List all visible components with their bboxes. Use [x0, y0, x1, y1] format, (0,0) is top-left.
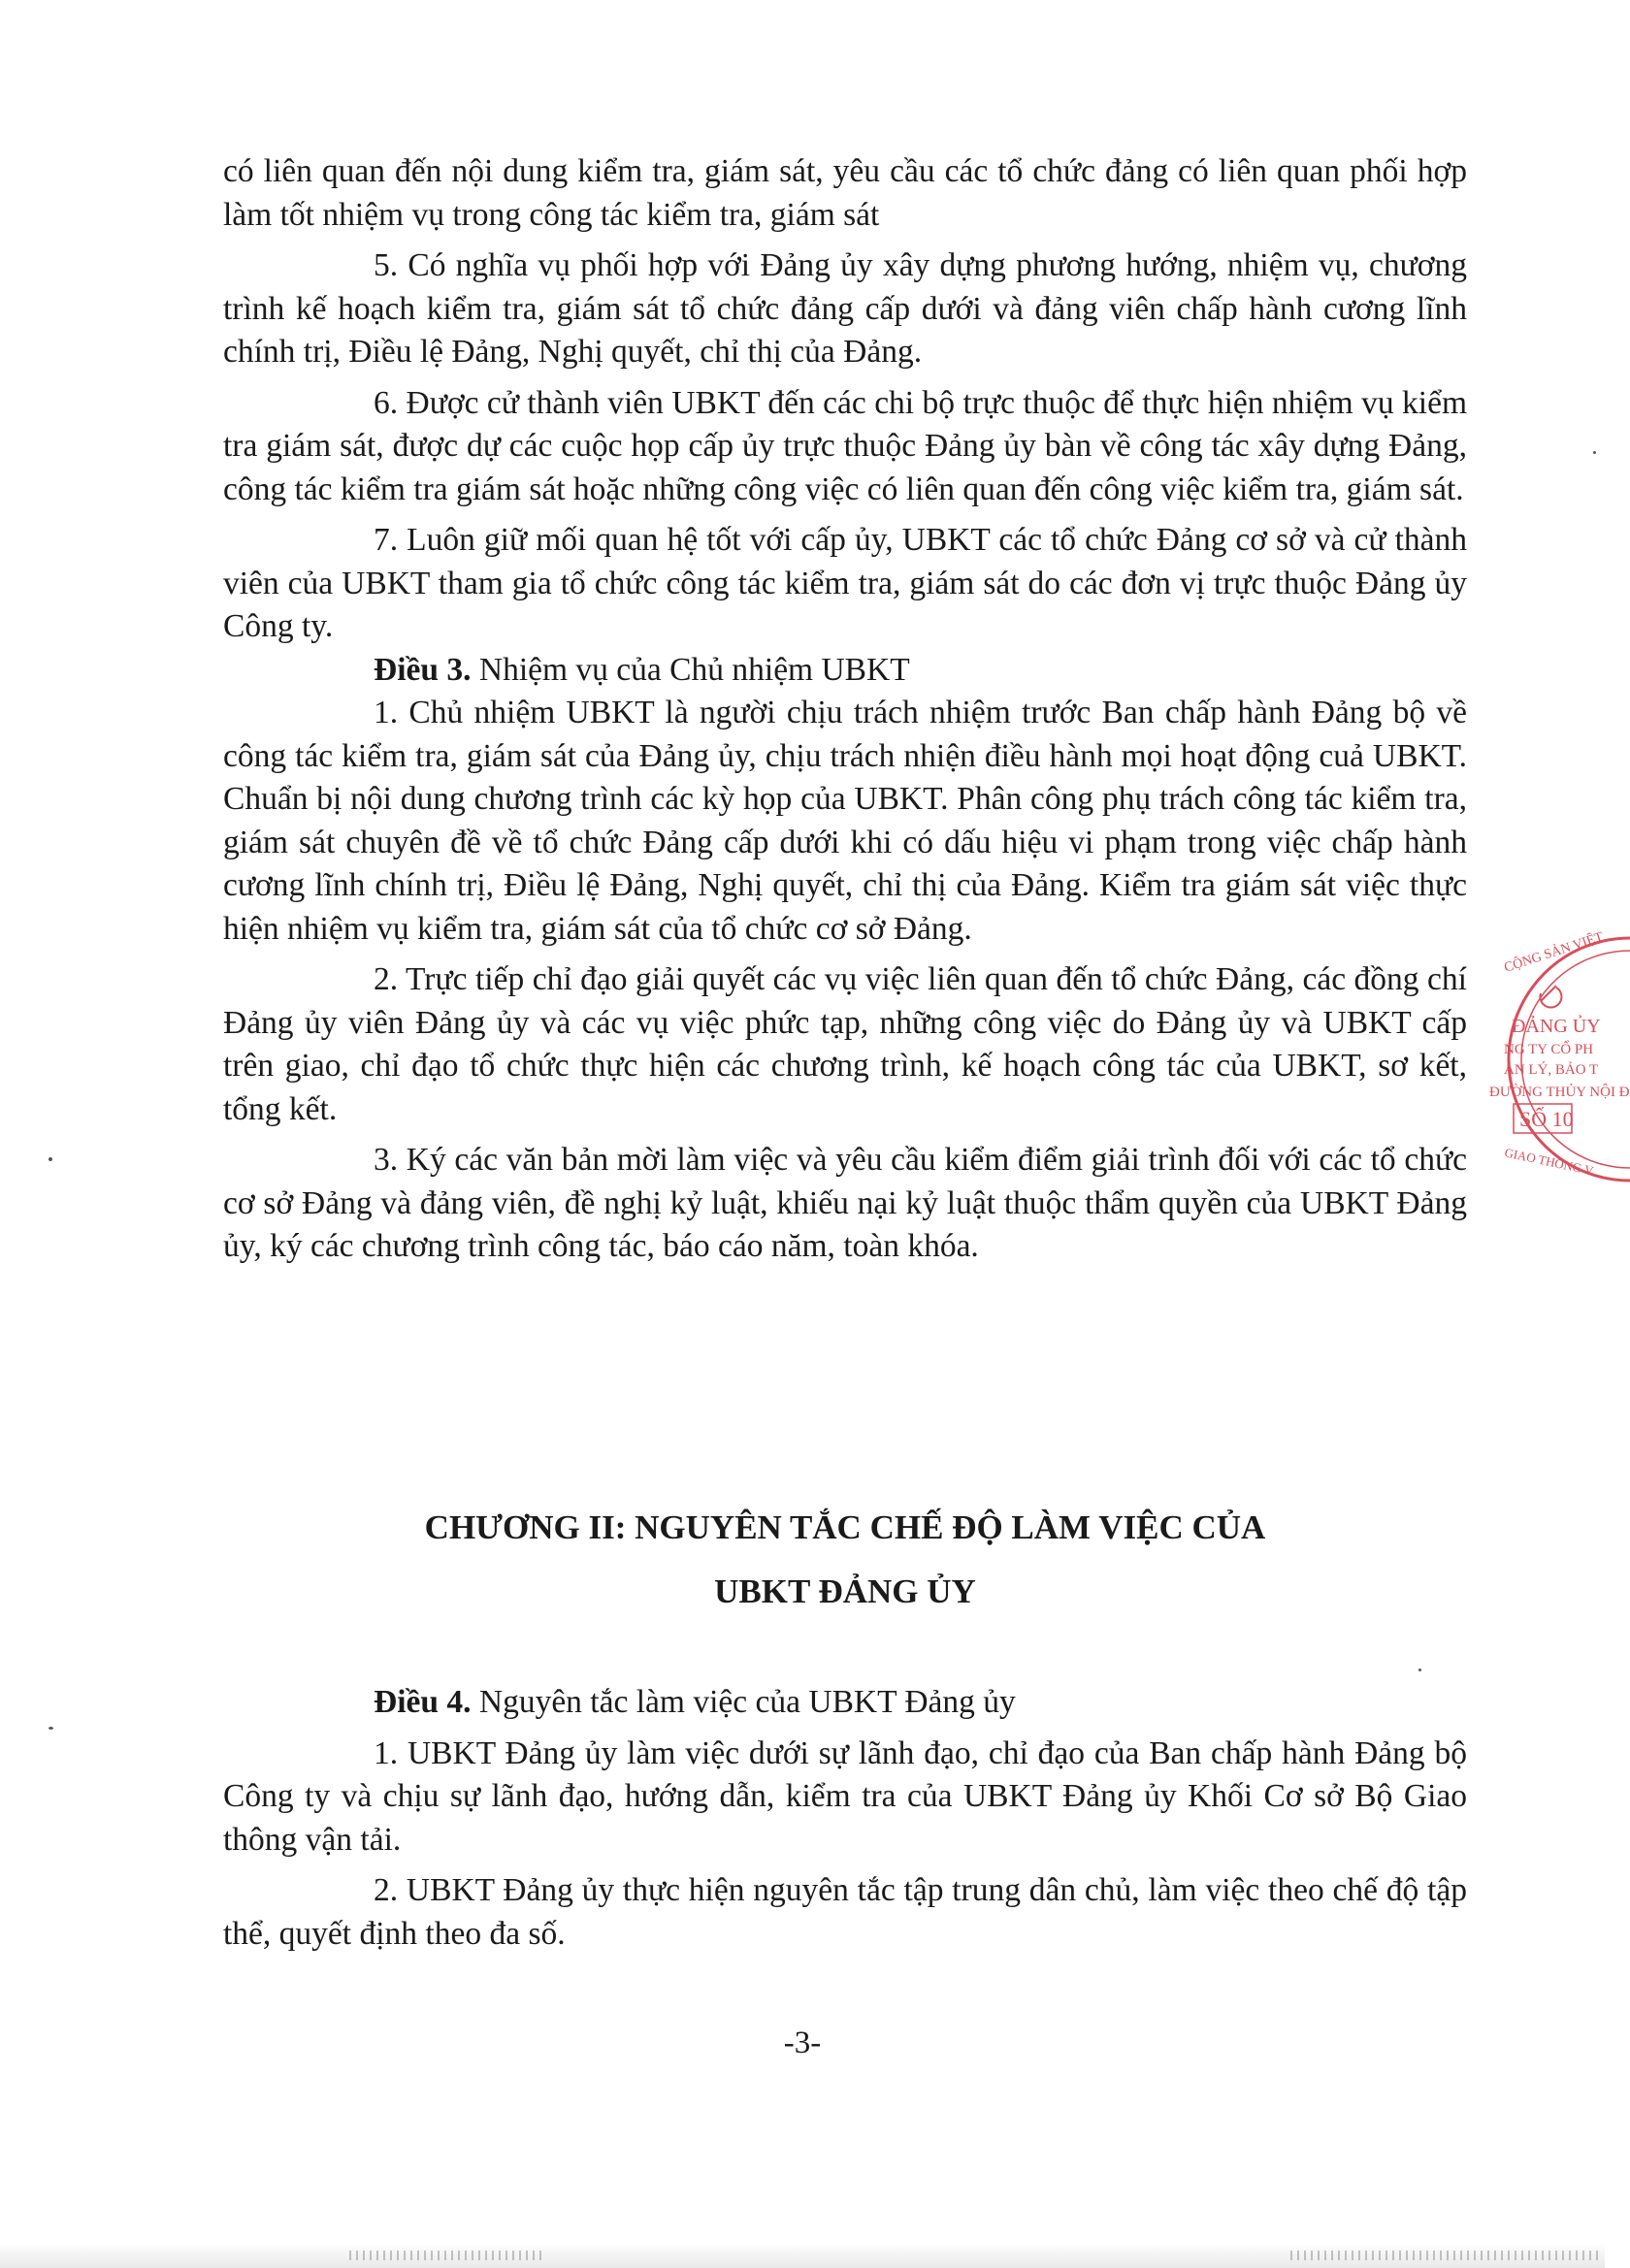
- article-4-clause-2: 2. UBKT Đảng ủy thực hiện nguyên tắc tập trung dân chủ, làm việc theo chế độ tập thể, quyết định theo đa số.: [223, 1872, 1467, 1952]
- seal-line-4: ĐƯỜNG THỦY NỘI Đ: [1489, 1085, 1630, 1100]
- article-3-clause-1: 1. Chủ nhiệm UBKT là người chịu trách nhiệm trước Ban chấp hành Đảng bộ về công tác kiểm tra, giám sát của Đảng ủy, chịu trách nhiện điều hành mọi hoạt động cuả UBKT. Chuẩn bị nội dung chương trình các kỳ họp của UBKT. Phân công phụ trách công tác kiểm tra, giám sát chuyên đề về tổ chức Đảng cấp dưới khi có dấu hiệu vi phạm trong việc chấp hành cương lĩnh chính trị, Điều lệ Đảng, Nghị quyết, chỉ thị của Đảng. Kiểm tra giám sát việc thực hiện nhiệm vụ kiểm tra, giám sát của tổ chức cơ sở Đảng.: [223, 695, 1467, 947]
- chapter-title-line-1: CHƯƠNG II: NGUYÊN TẮC CHẾ ĐỘ LÀM VIỆC CỦA: [424, 1508, 1266, 1546]
- article-4-clause-1: 1. UBKT Đảng ủy làm việc dưới sự lãnh đạo, chỉ đạo của Ban chấp hành Đảng bộ Công ty và chịu sự lãnh đạo, hướng dẫn, kiểm tra của UBKT Đảng ủy Khối Cơ sở Bộ Giao thông vận tải.: [223, 1734, 1467, 1858]
- article-3-clause-3: 3. Ký các văn bản mời làm việc và yêu cầu kiểm điểm giải trình đối với các tổ chức cơ sở Đảng và đảng viên, đề nghị kỷ luật, khiếu nại kỷ luật thuộc thẩm quyền của UBKT Đảng ủy, ký các chương trình công tác, báo cáo năm, toàn khóa.: [223, 1142, 1467, 1264]
- page-number: -3-: [783, 2025, 822, 2060]
- seal-ring-text: CỘNG SẢN VIỆT: [1502, 929, 1606, 976]
- body-text-bottom: [223, 1681, 1467, 1956]
- seal-line-3: ẢN LÝ, BẢO T: [1504, 1062, 1599, 1078]
- scan-noise: [349, 2251, 543, 2260]
- scan-speck: [1593, 451, 1596, 454]
- hammer-sickle-icon: [1540, 986, 1561, 1007]
- seal-line-1: ĐẢNG ỦY: [1512, 1016, 1601, 1037]
- scan-speck: [49, 1727, 53, 1730]
- party-seal-stamp: [1484, 923, 1630, 1195]
- article-3-label: Điều 3.: [374, 651, 472, 688]
- article-4-title: Nguyên tắc làm việc của UBKT Đảng ủy: [471, 1684, 1016, 1720]
- clause-6: 6. Được cử thành viên UBKT đến các chi bộ trực thuộc để thực hiện nhiệm vụ kiểm tra giám sát, được dự các cuộc họp cấp ủy trực thuộc Đảng ủy bàn về công tác xây dựng Đảng, công tác kiểm tra giám sát hoặc những công việc có liên quan đến công việc kiểm tra, giám sát.: [223, 384, 1467, 507]
- paragraph-continuation: có liên quan đến nội dung kiểm tra, giám sát, yêu cầu các tổ chức đảng có liên quan phối hợp làm tốt nhiệm vụ trong công tác kiểm tra, giám sát: [223, 153, 1467, 233]
- chapter-title-line-2: UBKT ĐẢNG ỦY: [714, 1572, 976, 1610]
- scan-speck: [1418, 1669, 1421, 1671]
- seal-bottom-text: GIAO THÔNG V: [1503, 1145, 1595, 1179]
- seal-number-box: [1514, 1104, 1574, 1133]
- scan-noise: [1290, 2251, 1601, 2260]
- article-4-label: Điều 4.: [374, 1684, 472, 1720]
- article-3-clause-2: 2. Trực tiếp chỉ đạo giải quyết các vụ việc liên quan đến tổ chức Đảng, các đồng chí Đảng ủy viên Đảng ủy và các vụ việc phức tạp, những công việc do Đảng ủy và UBKT cấp trên giao, chỉ đạo tổ chức thực hiện các chương trình, kế hoạch công tác của UBKT, sơ kết, tổng kết.: [223, 961, 1467, 1127]
- clause-5: 5. Có nghĩa vụ phối hợp với Đảng ủy xây dựng phương hướng, nhiệm vụ, chương trình kế hoạch kiểm tra, giám sát tổ chức đảng cấp dưới và đảng viên chấp hành cương lĩnh chính trị, Điều lệ Đảng, Nghị quyết, chỉ thị của Đảng.: [223, 247, 1467, 370]
- article-4-heading: [223, 1681, 1467, 1725]
- body-text-top: [223, 150, 1467, 1269]
- clause-7: 7. Luôn giữ mối quan hệ tốt với cấp ủy, UBKT các tổ chức Đảng cơ sở và cử thành viên của UBKT tham gia tổ chức công tác kiểm tra, giám sát do các đơn vị trực thuộc Đảng ủy Công ty.: [223, 522, 1467, 644]
- article-3-title: Nhiệm vụ của Chủ nhiệm UBKT: [471, 651, 910, 688]
- seal-number: SỐ 10: [1519, 1107, 1574, 1131]
- chapter-title: [223, 1496, 1467, 1624]
- scan-speck: [49, 1157, 52, 1161]
- seal-line-2: NG TY CỔ PH: [1504, 1042, 1594, 1057]
- article-3-heading: [223, 649, 1467, 693]
